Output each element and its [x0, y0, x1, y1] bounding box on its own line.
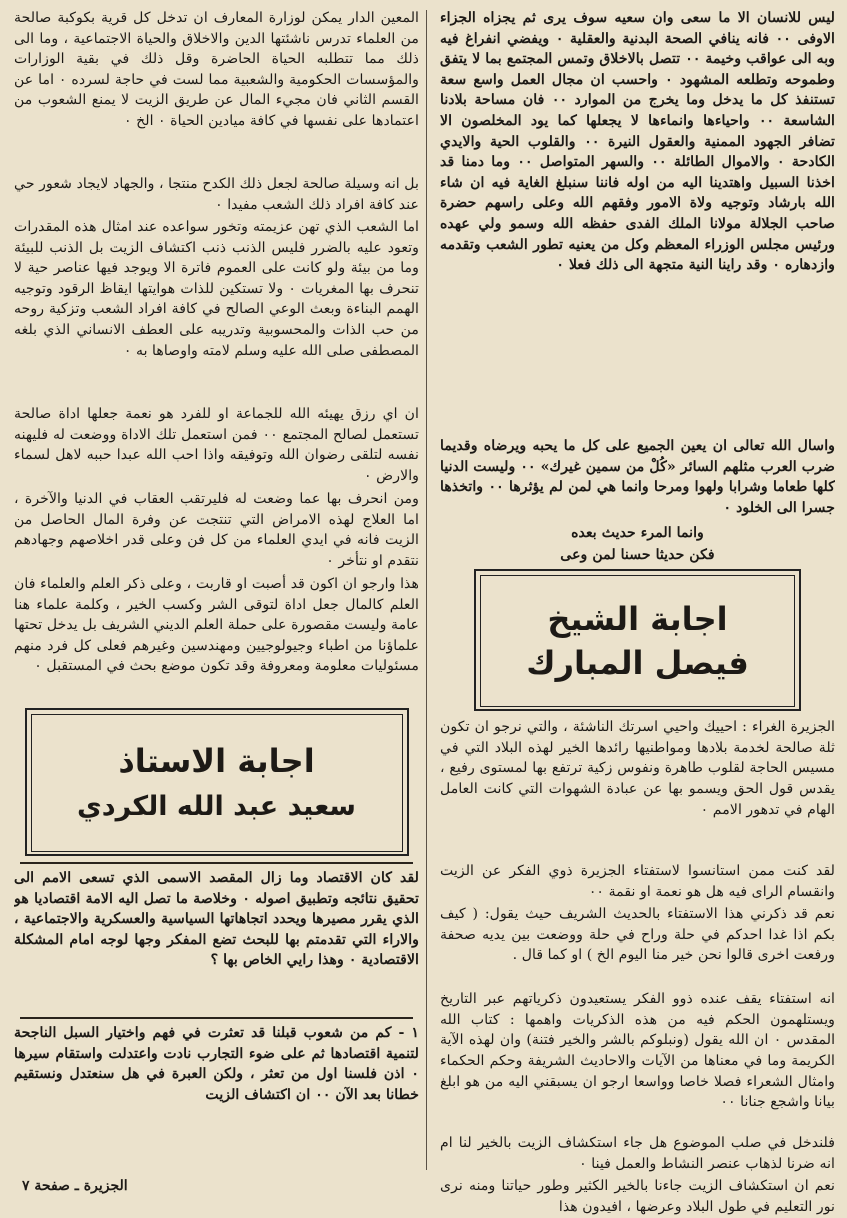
- column-divider: [426, 10, 427, 1170]
- article-paragraph: هذا وارجو ان اكون قد أصبت او قاربت ، وعلى ذكر العلم والعلماء فان العلم كالمال جعل اداة لتوقى الشر وكسب الخير ، وكلمة علماء هنا عامة وليست مقصورة على حملة العلم الديني الشريف بل يدخل تحتها علماؤنا من اطباء وجيولوجيين ومهندسين وغيرهم فعلى كل فرد منهم مسئوليات معلومة ومعروفة وقد تكون موضع بحث في المستقبل ٠: [14, 576, 419, 675]
- answer-paragraph: فلندخل في صلب الموضوع هل جاء استكشاف الزيت بالخير لنا ام انه ضرنا لذهاب عنصر النشاط والعمل فينا ٠: [440, 1135, 835, 1172]
- answer-heading-author: فيصل المبارك: [526, 644, 749, 683]
- right-column: [440, 8, 835, 1215]
- article-paragraph: ومن انحرف بها عما وضعت له فليرتقب العقاب في الدنيا والآخرة ، اما العلاج لهذه الامراض التي تنتجت عن وفرة المال الحاصل من الزيت فانه في ايدي العلماء من كل فن وعلى قدر اخلاصهم وجهادهم نتقدم او نتأخر ٠: [14, 491, 419, 569]
- answer-heading-frame: [480, 575, 795, 707]
- answer-paragraph: نعم قد ذكرني هذا الاستفتاء بالحديث الشريف حيث يقول: ( كيف بكم اذا غدا احدكم في حلة وراح في حلة ووضعت بين يديه صحفة ورفعت اخرى قالوا نحن خير منا اليوم الخ ) او كما قال .: [440, 906, 835, 964]
- article-intro-paragraph: واسال الله تعالى ان يعين الجميع على كل ما يحبه ويرضاه وقديما ضرب العرب مثلهم السائر «كُلْ من سمين غيرك» ٠٠ وليست الدنيا كلها طعاما وشرابا ولهوا ومرحا وانما هي لمن لم يؤثرها ٠٠ واتخذها جسرا الى الخلود ٠: [440, 438, 835, 516]
- answer-heading-box: [474, 569, 801, 711]
- answer-heading-title: اجابة الشيخ: [547, 600, 728, 639]
- answer-heading-frame: [31, 714, 403, 852]
- answer-heading-title: اجابة الاستاذ: [118, 742, 315, 780]
- left-column: [14, 8, 419, 1180]
- article-paragraph: ان اي رزق يهيئه الله للجماعة او للفرد هو نعمة جعلها اداة صالحة تستعمل لصالح المجتمع ٠٠ فمن استعمل تلك الاداة ووضعت له فليهنه نفسه لتلقى رضوان الله وتوفيقه واذا احب الله عبدا حببه لاهل لسماء والارض ٠: [14, 406, 419, 484]
- page-footer: الجزيرة ـ صفحة ٧: [22, 1178, 128, 1194]
- numbered-paragraph: ١ - كم من شعوب قبلنا قد تعثرت في فهم واختيار السبل الناجحة لتنمية اقتصادها ثم على ضوء التجارب نادت واعتدلت واستقام سيرها ٠ اذن فلسنا اول من تعثر ، ولكن العبرة في هل سنعتدل ونستقيم خطانا بعد الآن ٠٠ ان اكتشاف الزيت: [14, 1025, 419, 1103]
- divider-rule: [20, 1017, 413, 1019]
- divider-rule: [20, 862, 413, 864]
- article-paragraph: بل انه وسيلة صالحة لجعل ذلك الكدح منتجا ، والجهاد لايجاد شعور حي عند كافة افراد ذلك الشعب مفيدا ٠: [14, 176, 419, 213]
- article-intro-paragraph: ليس للانسان الا ما سعى وان سعيه سوف يرى ثم يجزاه الجزاء الاوفى ٠٠ فانه ينافي الصحة البدنية والعقلية ٠ ويفضي انفراغ فيه وبه الى عواقب وخيمة ٠٠ تتصل بالاخلاق وتمس المجتمع بما لا يتفق وطموحه وتطلعه المشهود ٠ واحسب ان مجال العمل واسع سعة تستنفذ كل ما يدخل وما يخرج من الموارد ٠٠ فان مساحة بلادنا الشاسعة ٠٠ واحياءها وانماءها لا يجعلها كما يود المخلصون الا تضافر الجهود الممنية والعقول النيرة ٠٠ والقلوب الحية والايدي الكادحة ٠ والاموال الطائلة ٠٠ والسهر المتواصل ٠٠ وما دمنا قد اخذنا السبيل واهتدينا اليه من اوله فاننا سنبلغ الغاية فيه ان شاء الله بارشاد وتوجيه ولاة الامور وفقهم الله وعلى راسهم حضرة صاحب الجلالة مولانا الملك الفدى حفظه الله وسمو ولي عهده ورئيس مجلس الوزراء المعظم وكل من يعنيه تطور الشعب وتقدمه وازدهاره ٠ وقد راينا النية متجهة الى ذلك فعلا ٠: [440, 10, 835, 274]
- answer-paragraph: نعم ان استكشاف الزيت جاءنا بالخير الكثير وطور حياتنا ومنه نرى نور التعليم في طول البلاد وعرضها ، افيدون هذا: [440, 1178, 835, 1215]
- answer-heading-box: [25, 708, 409, 856]
- article-paragraph: اما الشعب الذي تهن عزيمته وتخور سواعده عند امثال هذه المقدرات وتعود عليه بالضرر فليس الذنب ذنب اكتشاف الزيت بل الذنب للبيئة وما من بيئة ولو كانت على العموم فاترة الا ويوجد فيها عناصر حية لا تنحرف بها المغريات ٠ ولا تستكين للذات هوايتها ايقاظ الرقود وتوجيه الهمم البناءة وبعث الوعي الصالح في كافة افراد الشعب وتزكية روحه من حب الذات والمحسوبية وتدريبه على العطف الانساني الذي بلغه المصطفى صلى الله عليه وسلم لامته واوصاها به ٠: [14, 219, 419, 359]
- answer-heading-author: سعيد عبد الله الكردي: [77, 791, 356, 822]
- verse-line: وانما المرء حديث بعده: [571, 525, 704, 541]
- answer-paragraph: الجزيرة الغراء : احييك واحيي اسرتك الناشئة ، والتي نرجو ان تكون ثلة صالحة لخدمة بلادها ومواطنيها رائدها الخير لهذه البلاد التي في مسيس الحاجة لقلوب طاهرة ونفوس زكية ترتفع بها لمستوى رفيع ، يقدس قول الحق ويسمو بها عن عبادة الشهوات التي كانت العامل الهام في تدهور الامم ٠: [440, 719, 835, 818]
- article-paragraph: المعين الدار يمكن لوزارة المعارف ان تدخل كل قرية بكوكبة صالحة من العلماء تدرس ناشئتها الدين والاخلاق والحياة الاجتماعية ، وما الى ذلك مما تتطلبه الحياة الحاضرة وقل ذلك في بقية الوزارات والمؤسسات الحكومية والشعبية مما لست في حاجة لسرده ٠ اما عن القسم الثاني فان مجيء المال عن طريق الزيت لا يمنع الشعوب من اعتمادها على نفسها في كافة ميادين الحياة ٠ الخ ٠: [14, 10, 419, 129]
- verse-line: فكن حديثا حسنا لمن وعى: [560, 546, 715, 563]
- intro-bold-paragraph: لقد كان الاقتصاد وما زال المقصد الاسمى الذي تسعى الامم الى تحقيق نتائجه وتطبيق اصوله ٠ وخلاصة ما تصل اليه الامة اقتصاديا هو الذي يقرر مصيرها ويحدد اتجاهاتها السياسية والعسكرية والاجتماعية ، والاراء التي تقدمتم بها للبحث تضع المفكر وجها لوجه امام المشكلة الاقتصادية ٠ وهذا رايي الخاص بها ؟: [14, 870, 419, 969]
- answer-paragraph: انه استفتاء يقف عنده ذوو الفكر يستعيدون ذكرياتهم عبر التاريخ ويستلهمون الحكم فيه من هذه الذكريات واهمها : كتاب الله المقدس ٠ ان الله يقول (ونبلوكم بالشر والخير فتنة) وان لهذه الآية الكريمة وما في معناها من الآيات والاحاديث الشريفة وحكم الحكماء وامثال الشعراء فصلا خاصا وواسعا ارجو ان يسبقني اليه من هو ابلغ بيانا واشجع جنانا ٠٠: [440, 991, 835, 1111]
- answer-paragraph: لقد كنت ممن استانسوا لاستفتاء الجزيرة ذوي الفكر عن الزيت وانقسام الراى فيه هل هو نعمة او نقمة ٠٠: [440, 863, 835, 900]
